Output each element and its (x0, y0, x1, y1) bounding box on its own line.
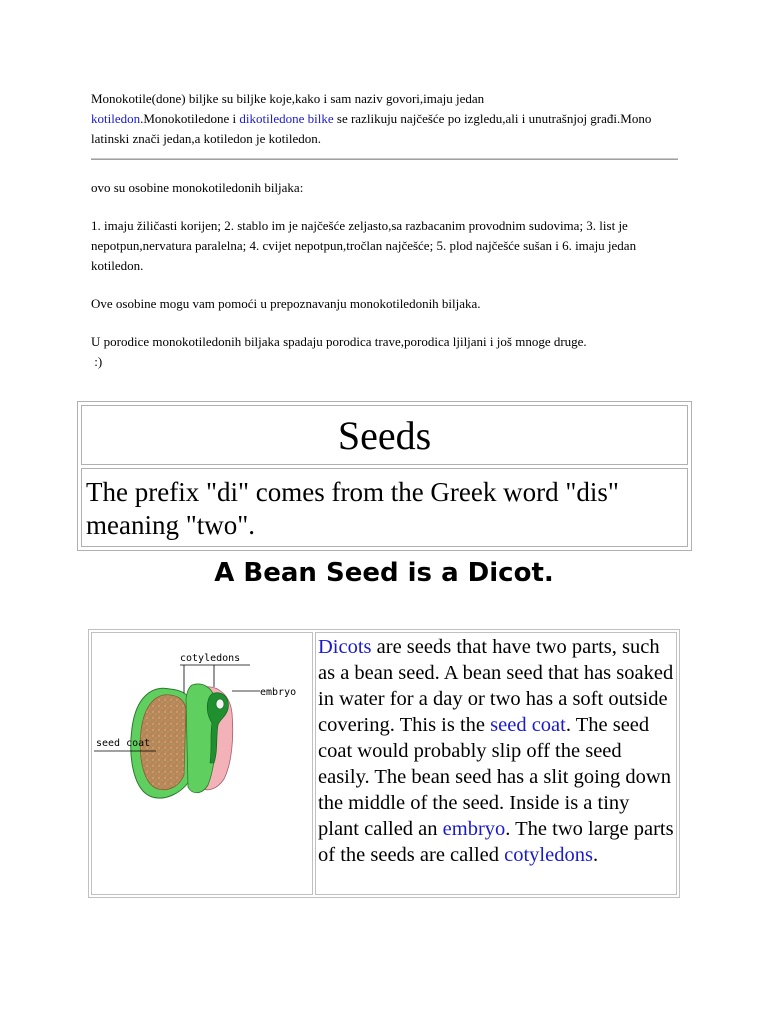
link-embryo[interactable]: embryo (442, 818, 506, 840)
label-embryo: embryo (260, 687, 297, 698)
dicot-text-2: . The seed coat would probably slip off the seed easily. The bean seed has a slit going down the middle of the seed. Inside is a tiny plant called an (318, 714, 671, 840)
traits-heading: ovo su osobine monokotiledonih biljaka: (91, 180, 304, 195)
intro-paragraph (91, 89, 691, 149)
traits-section (91, 178, 691, 372)
families-text: U porodice monokotiledonih biljaka spadaju porodica trave,porodica ljiljani i još mnoge druge. (91, 334, 587, 349)
seeds-table (77, 401, 692, 551)
link-cotyledons[interactable]: cotyledons (504, 844, 593, 866)
dicot-table (88, 629, 680, 898)
dicot-text-1: are seeds that have two parts, such as a bean seed. A bean seed that has soaked in water for a day or two has a soft outside covering. This is the (318, 636, 674, 736)
link-dikotiledone-bilke[interactable]: dikotiledone bilke (239, 111, 334, 126)
seeds-title: Seeds (81, 405, 688, 465)
label-cotyledons: cotyledons (180, 653, 241, 664)
link-dicots[interactable]: Dicots (318, 636, 372, 658)
dicot-text-4: . (592, 844, 599, 866)
link-seed-coat[interactable]: seed coat (490, 714, 566, 736)
intro-line-1: Monokotile(done) biljke su biljke koje,kako i sam naziv govori,imaju jedan (91, 91, 485, 106)
intro-text-3: se razlikuju najčešće po izgledu,ali i unutrašnjoj građi.Mono latinski znači jedan,a kotiledon je kotiledon. (91, 111, 652, 146)
seeds-definition: The prefix "di" comes from the Greek word "dis" meaning "two". (81, 468, 688, 547)
horizontal-rule (91, 158, 678, 160)
dicot-text-3: . The two large parts of the seeds are called (318, 818, 674, 866)
dicot-description (315, 632, 677, 895)
smiley: :) (94, 354, 103, 369)
bean-seed-heading: A Bean Seed is a Dicot. (214, 558, 554, 588)
traits-help: Ove osobine mogu vam pomoći u prepoznavanju monokotiledonih biljaka. (91, 296, 481, 311)
intro-text-2: .Monokotiledone i (140, 111, 240, 126)
label-seed-coat: seed coat (96, 738, 151, 749)
traits-families (91, 332, 691, 372)
bean-seed-diagram-cell (91, 632, 313, 895)
bean-seed-diagram (92, 633, 312, 898)
link-kotiledon[interactable]: kotiledon (91, 111, 141, 126)
traits-list: 1. imaju žiličasti korijen; 2. stablo im je najčešće zeljasto,sa razbacanim provodnim sudovima; 3. list je nepotpun,nervatura paralelna; 4. cvijet nepotpun,tročlan najčešće; 5. plod najčešće sušan i 6. imaju jedan kotiledon. (91, 218, 637, 273)
